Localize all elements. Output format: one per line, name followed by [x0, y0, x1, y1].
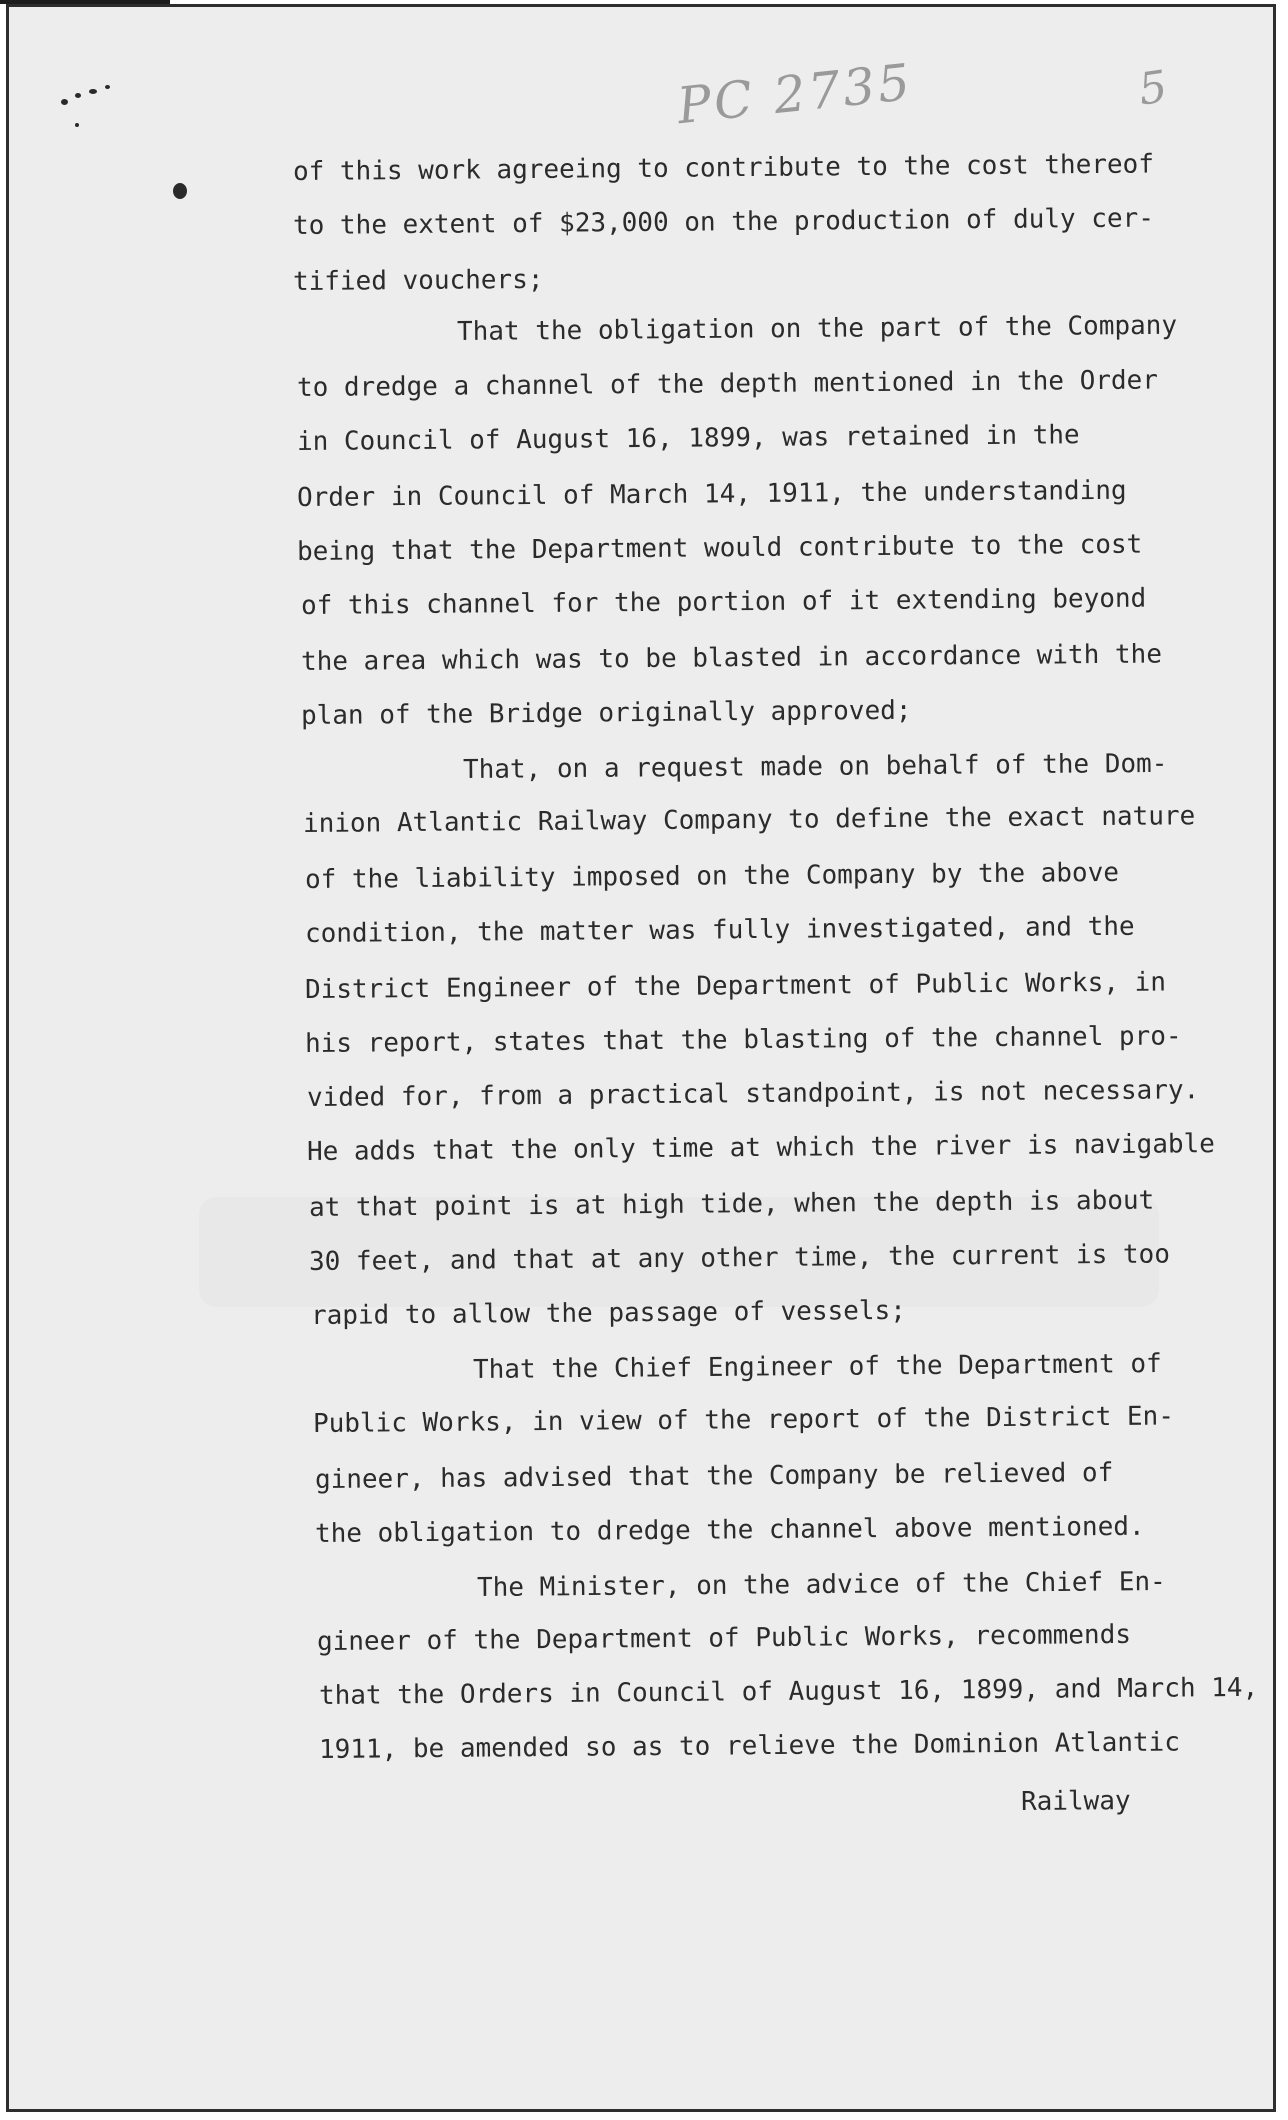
text-line: 30 feet, and that at any other time, the current is too — [308, 1239, 1171, 1277]
text-line: his report, states that the blasting of the channel pro- — [304, 1021, 1182, 1059]
text-line: That the Chief Engineer of the Department of — [472, 1348, 1162, 1385]
typed-body-text — [9, 7, 1273, 2109]
text-line: vided for, from a practical standpoint, is not necessary. — [306, 1075, 1200, 1113]
text-line: District Engineer of the Department of Public Works, in — [304, 967, 1167, 1005]
text-line: Railway — [1020, 1786, 1131, 1817]
text-line: condition, the matter was fully investigated, and the — [304, 911, 1135, 949]
text-line: plan of the Bridge originally approved; — [300, 695, 912, 731]
text-line: of the liability imposed on the Company by the above — [304, 857, 1120, 895]
handwritten-page-number: 5 — [1135, 61, 1171, 116]
text-line: that the Orders in Council of August 16, 1899, and March 14, — [318, 1672, 1259, 1711]
text-line: The Minister, on the advice of the Chief En- — [476, 1566, 1166, 1603]
handwritten-file-number: PC 2735 — [674, 52, 916, 136]
text-line: to dredge a channel of the depth mentioned in the Order — [296, 365, 1159, 403]
text-line: rapid to allow the passage of vessels; — [310, 1295, 906, 1331]
text-line: That, on a request made on behalf of the Dom- — [462, 748, 1168, 785]
text-line: the area which was to be blasted in accordance with the — [300, 639, 1163, 677]
text-line: of this channel for the portion of it extending beyond — [300, 583, 1147, 621]
text-line: in Council of August 16, 1899, was retained in the — [296, 420, 1080, 457]
text-line: of this work agreeing to contribute to the cost thereof — [292, 149, 1155, 187]
text-line: He adds that the only time at which the river is navigable — [306, 1129, 1216, 1167]
text-line: That the obligation on the part of the Company — [456, 310, 1178, 347]
text-line: the obligation to dredge the channel above mentioned. — [314, 1511, 1145, 1549]
text-line: Public Works, in view of the report of the District En- — [312, 1401, 1175, 1439]
text-line: inion Atlantic Railway Company to define the exact nature — [302, 801, 1196, 839]
text-line: to the extent of $23,000 on the production of duly cer- — [292, 203, 1155, 241]
text-line: gineer of the Department of Public Works, recommends — [316, 1619, 1132, 1657]
text-line: gineer, has advised that the Company be relieved of — [314, 1458, 1114, 1495]
document-page — [6, 4, 1276, 2112]
text-line: tified vouchers; — [292, 264, 544, 297]
text-line: being that the Department would contribute to the cost — [296, 529, 1143, 567]
text-line: Order in Council of March 14, 1911, the understanding — [296, 475, 1127, 513]
text-line: at that point is at high tide, when the depth is about — [308, 1185, 1155, 1223]
text-line: 1911, be amended so as to relieve the Dominion Atlantic — [318, 1727, 1181, 1765]
